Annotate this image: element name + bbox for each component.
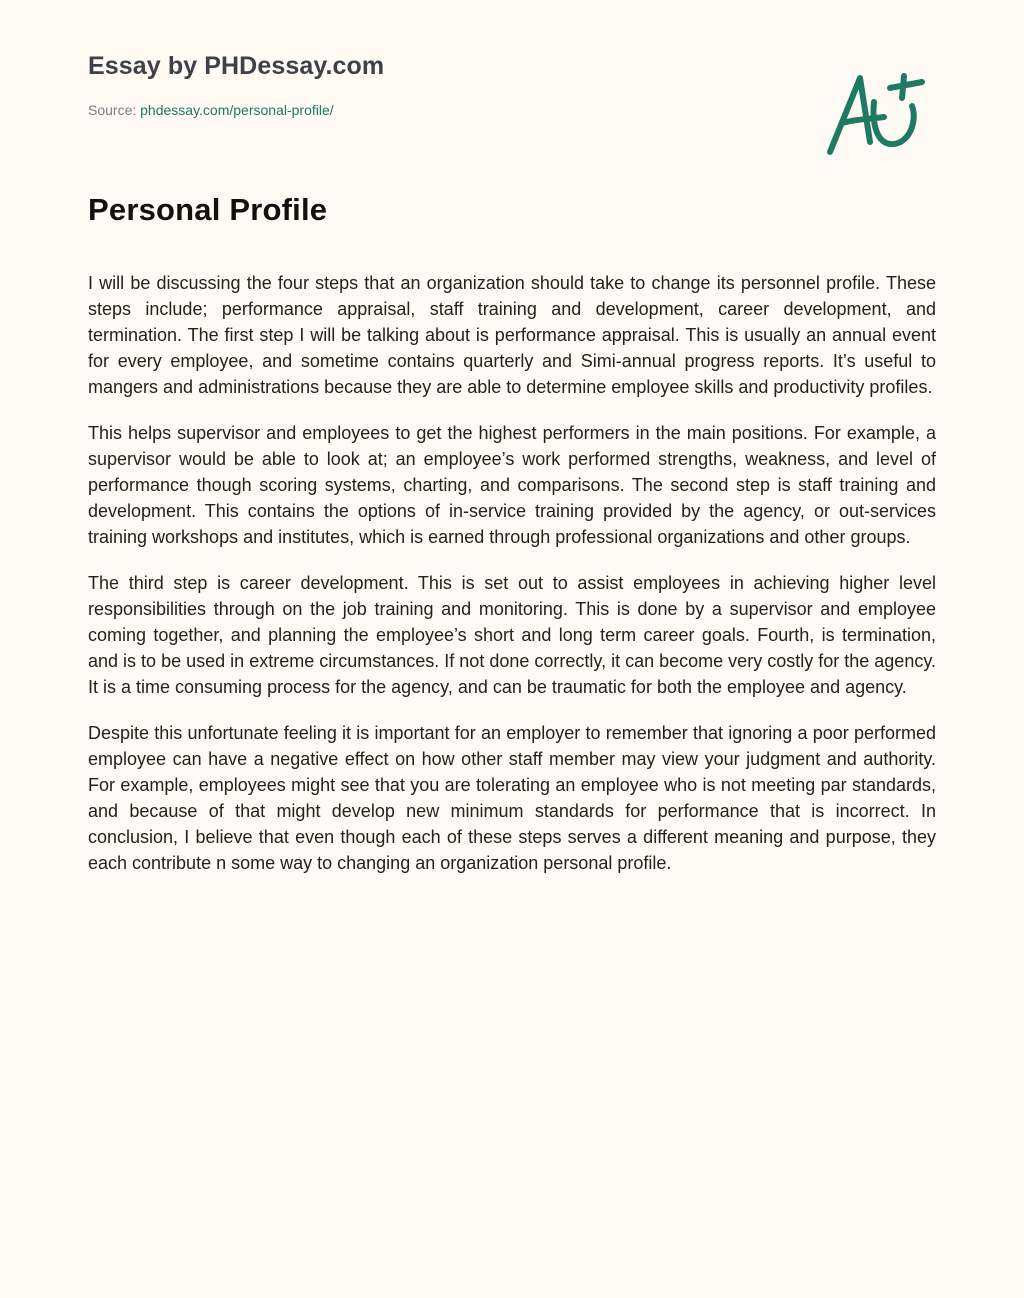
essay-paragraph: Despite this unfortunate feeling it is important for an employer to remember that ignoring a poor performed employee can have a negative effect on how other staff member may view your judgment and authority. For example, employees might see that you are tolerating an employee who is not meeting par standards, and because of that might develop new minimum standards for performance that is incorrect. In conclusion, I believe that even though each of these steps serves a different meaning and purpose, they each contribute n some way to changing an organization personal profile.	[88, 723, 936, 873]
essay-paragraph: I will be discussing the four steps that an organization should take to change its personnel profile. These steps include; performance appraisal, staff training and development, career development, and termination. The first step I will be talking about is performance appraisal. This is usually an annual event for every employee, and sometime contains quarterly and Simi-annual progress reports. It’s useful to mangers and administrations because they are able to determine employee skills and productivity profiles.	[88, 273, 936, 397]
source-link[interactable]: phdessay.com/personal-profile/	[140, 102, 334, 118]
essay-paragraph: The third step is career development. This is set out to assist employees in achieving higher level responsibilities through on the job training and monitoring. This is done by a supervisor and employee coming together, and planning the employee’s short and long term career goals. Fourth, is termination, and is to be used in extreme circumstances. If not done correctly, it can become very costly for the agency. It is a time consuming process for the agency, and can be traumatic for both the employee and agency.	[88, 573, 936, 697]
a-plus-grade-icon	[818, 62, 930, 162]
page-title: Personal Profile	[88, 192, 328, 227]
site-title: Essay by PHDessay.com	[88, 52, 385, 80]
source-line	[88, 101, 334, 119]
source-label: Source:	[88, 102, 137, 118]
essay-body	[88, 270, 936, 896]
essay-paragraph: This helps supervisor and employees to get the highest performers in the main positions. For example, a supervisor would be able to look at; an employee’s work performed strengths, weakness, and level of performance though scoring systems, charting, and comparisons. The second step is staff training and development. This contains the options of in-service training provided by the agency, or out-services training workshops and institutes, which is earned through professional organizations and other groups.	[88, 423, 936, 547]
